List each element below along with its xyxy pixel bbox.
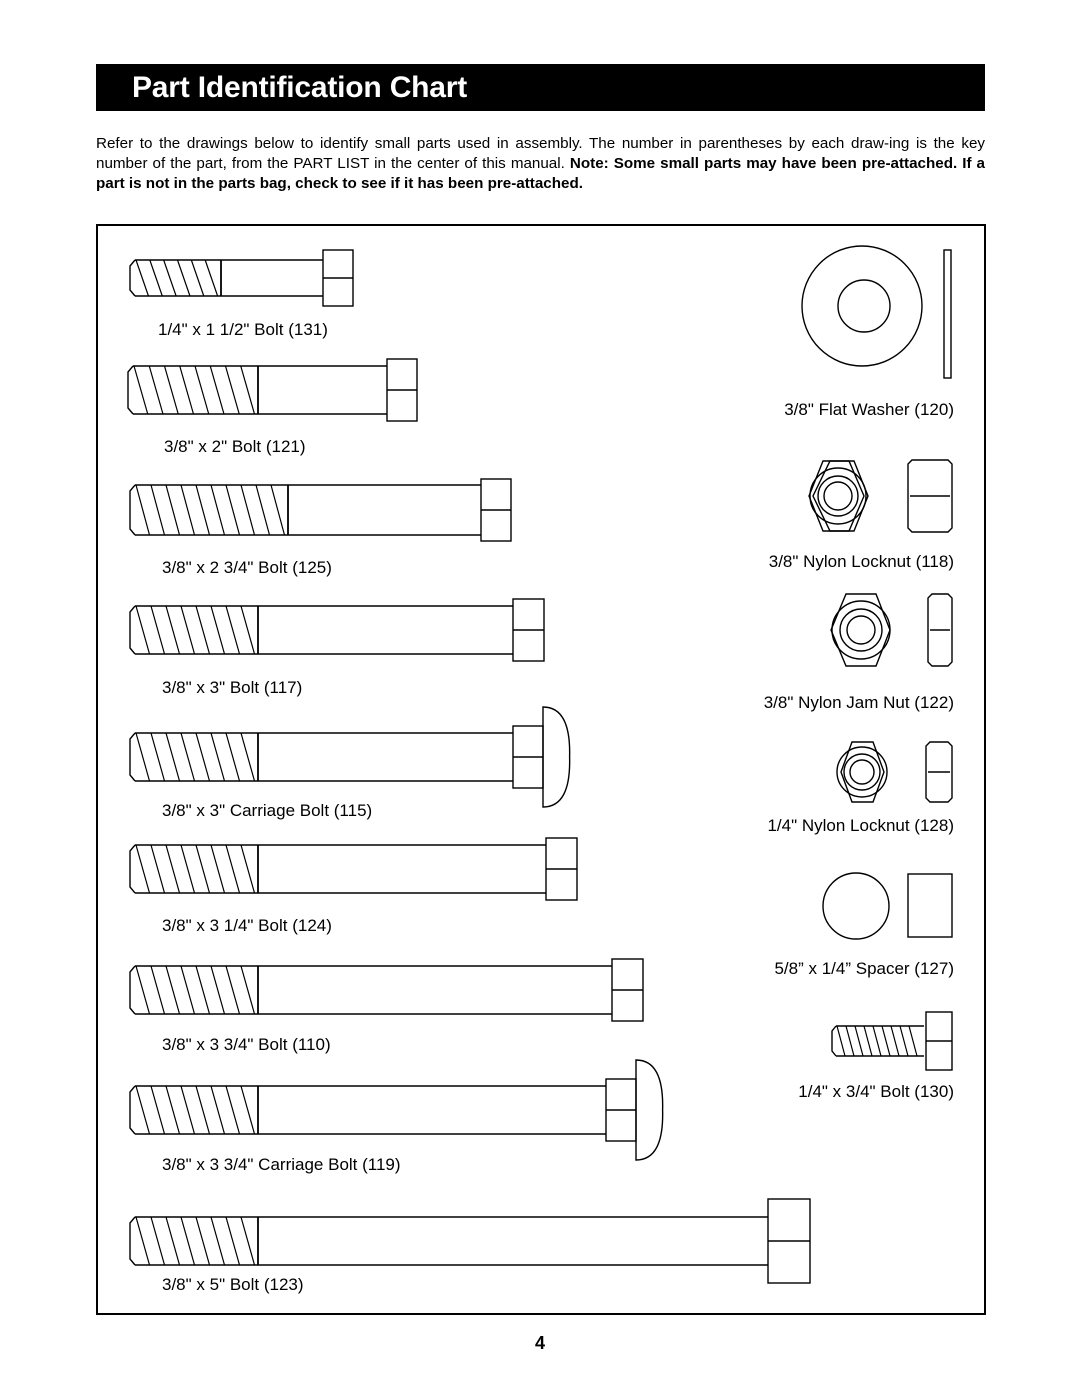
part-label-127: 5/8” x 1/4” Spacer (127) [774,959,954,978]
bolt-131-drawing [130,250,353,306]
part-label-118: 3/8" Nylon Locknut (118) [768,552,954,571]
nylon-locknut-128-drawing [837,742,952,802]
bolt-110-drawing [130,959,643,1021]
part-label-123: 3/8" x 5" Bolt (123) [162,1275,304,1294]
part-label-124: 3/8" x 3 1/4" Bolt (124) [162,916,332,935]
part-drawings [98,226,984,1313]
bolt-115-drawing [130,707,570,807]
intro-paragraph [96,134,985,194]
flat-washer-120-drawing [802,246,951,378]
part-label-115: 3/8" x 3" Carriage Bolt (115) [162,801,373,820]
part-label-122: 3/8" Nylon Jam Nut (122) [763,693,954,712]
parts-chart [96,224,986,1315]
part-label-131: 1/4" x 1 1/2" Bolt (131) [158,320,328,339]
title-banner [96,64,985,111]
intro-note: Note: Some small parts may have been pre-attached. If a part is not in the parts bag, check to see if it has been pre-attached. [96,155,986,192]
bolt-124-drawing [130,838,577,900]
part-label-125: 3/8" x 2 3/4" Bolt (125) [162,558,332,577]
part-label-128: 1/4" Nylon Locknut (128) [767,816,954,835]
part-label-117: 3/8" x 3" Bolt (117) [162,678,303,697]
bolt-123-drawing [130,1199,810,1283]
part-label-120: 3/8" Flat Washer (120) [784,400,954,419]
part-label-119: 3/8" x 3 3/4" Carriage Bolt (119) [162,1155,401,1174]
bolt-130-drawing [832,1012,952,1070]
part-label-130: 1/4" x 3/4" Bolt (130) [798,1082,954,1101]
bolt-125-drawing [130,479,511,541]
page-title: Part Identification Chart [132,71,468,104]
bolt-119-drawing [130,1060,663,1160]
intro-text: Refer to the drawings below to identify small parts used in assembly. The number in parentheses by each draw-ing is the key number of the part, from the PART LIST in the center of this manual. [96,135,985,172]
bolt-121-drawing [128,359,417,421]
bolt-117-drawing [130,599,544,661]
nylon-locknut-118-drawing [809,460,952,532]
nylon-jam-nut-122-drawing [831,594,952,666]
page-number: 4 [534,1333,545,1353]
part-label-110: 3/8" x 3 3/4" Bolt (110) [162,1035,331,1054]
spacer-127-drawing [823,873,952,939]
part-label-121: 3/8" x 2" Bolt (121) [164,437,306,456]
